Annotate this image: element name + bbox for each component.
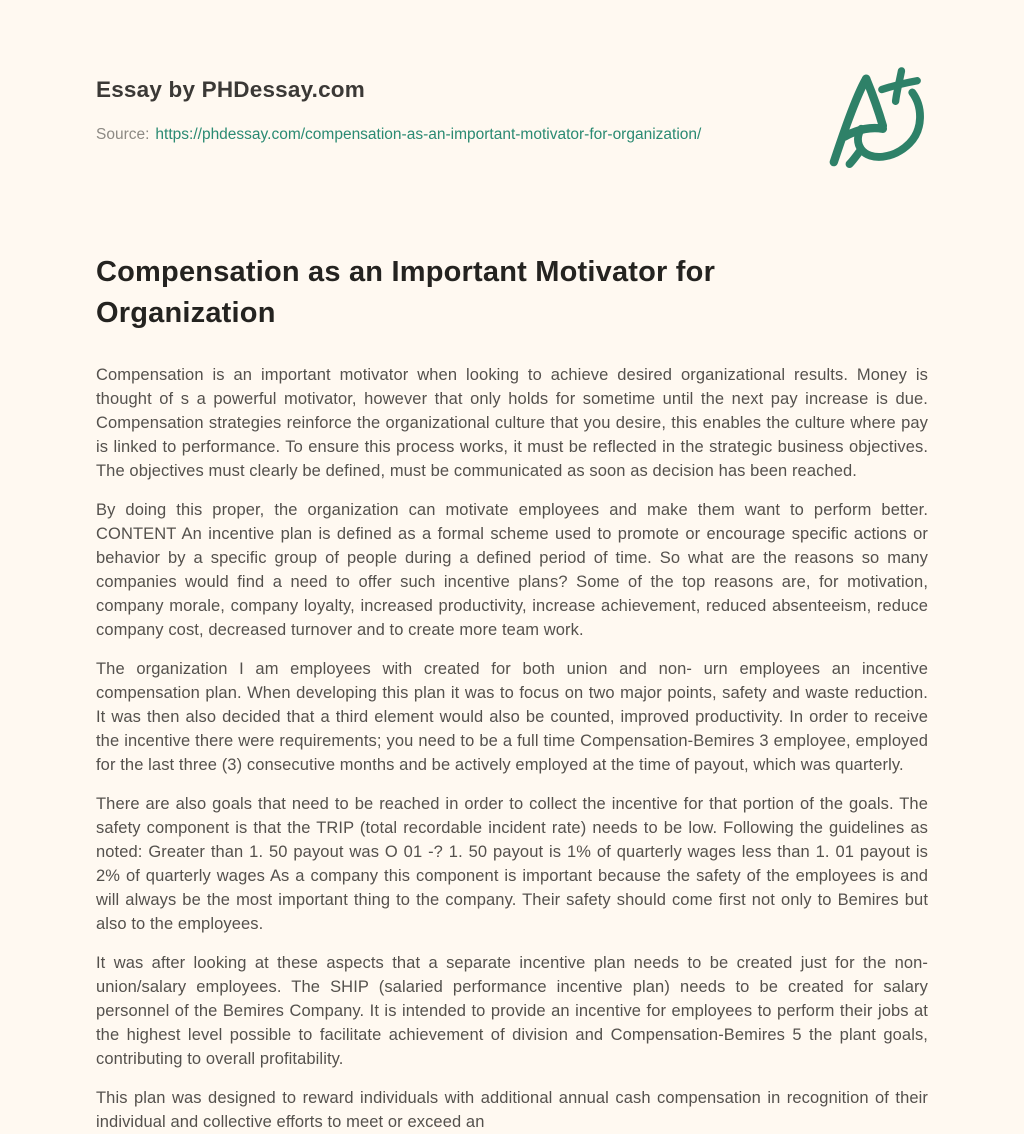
essay-paragraph: By doing this proper, the organization can motivate employees and make them want to perform better. CONTENT An incentive plan is defined as a formal scheme used to promote or encourage specific actions or behavior by a specific group of people during a defined period of time. So what are the reasons so many companies would find a need to offer such incentive plans? Some of the top reasons are, for motivation, company morale, company loyalty, increased productivity, increase achievement, reduced absenteeism, reduce company cost, decreased turnover and to create more team work. bbox=[96, 501, 928, 640]
a-plus-logo-icon bbox=[824, 66, 926, 168]
page-header bbox=[96, 72, 928, 168]
essay-paragraph: It was after looking at these aspects that a separate incentive plan needs to be created just for the non-union/salary employees. The SHIP (salaried performance incentive plan) needs to be created for salary personnel of the Bemires Company. It is intended to provide an incentive for employees to perform their jobs at the highest level possible to facilitate achievement of division and Compensation-Bemires 5 the plant goals, contributing to overall profitability. bbox=[96, 954, 928, 1069]
source-link[interactable]: https://phdessay.com/compensation-as-an-important-motivator-for-organization/ bbox=[155, 126, 702, 143]
essay-paragraph: The organization I am employees with created for both union and non- urn employees an incentive compensation plan. When developing this plan it was to focus on two major points, safety and waste reduction. It was then also decided that a third element would also be counted, improved productivity. In order to receive the incentive there were requirements; you need to be a full time Compensation-Bemires 3 employee, employed for the last three (3) consecutive months and be actively employed at the time of payout, which was quarterly. bbox=[96, 660, 928, 775]
essay-title: Compensation as an Important Motivator for Organization bbox=[96, 256, 716, 329]
source-label: Source: bbox=[96, 126, 150, 143]
header-text-block bbox=[96, 72, 701, 145]
essay-body bbox=[96, 363, 928, 1134]
essay-paragraph: There are also goals that need to be reached in order to collect the incentive for that portion of the goals. The safety component is that the TRIP (total recordable incident rate) needs to be low. Following the guidelines as noted: Greater than 1. 50 payout was O 01 -? 1. 50 payout is 1% of quarterly wages less than 1. 01 payout is 2% of quarterly wages As a company this component is important because the safety of the employees is and will always be the most important thing to the company. Their safety should come first not only to Bemires but also to the employees. bbox=[96, 795, 928, 934]
source-line bbox=[96, 125, 701, 145]
brand-heading: Essay by PHDessay.com bbox=[96, 77, 365, 102]
essay-paragraph: Compensation is an important motivator when looking to achieve desired organizational results. Money is thought of s a powerful motivator, however that only holds for sometime until the next pay increase is due. Compensation strategies reinforce the organizational culture that you desire, this enables the culture where pay is linked to performance. To ensure this process works, it must be reflected in the strategic business objectives. The objectives must clearly be defined, must be communicated as soon as decision has been reached. bbox=[96, 366, 928, 481]
essay-paragraph: This plan was designed to reward individuals with additional annual cash compensation in recognition of their individual and collective efforts to meet or exceed an bbox=[96, 1089, 928, 1132]
